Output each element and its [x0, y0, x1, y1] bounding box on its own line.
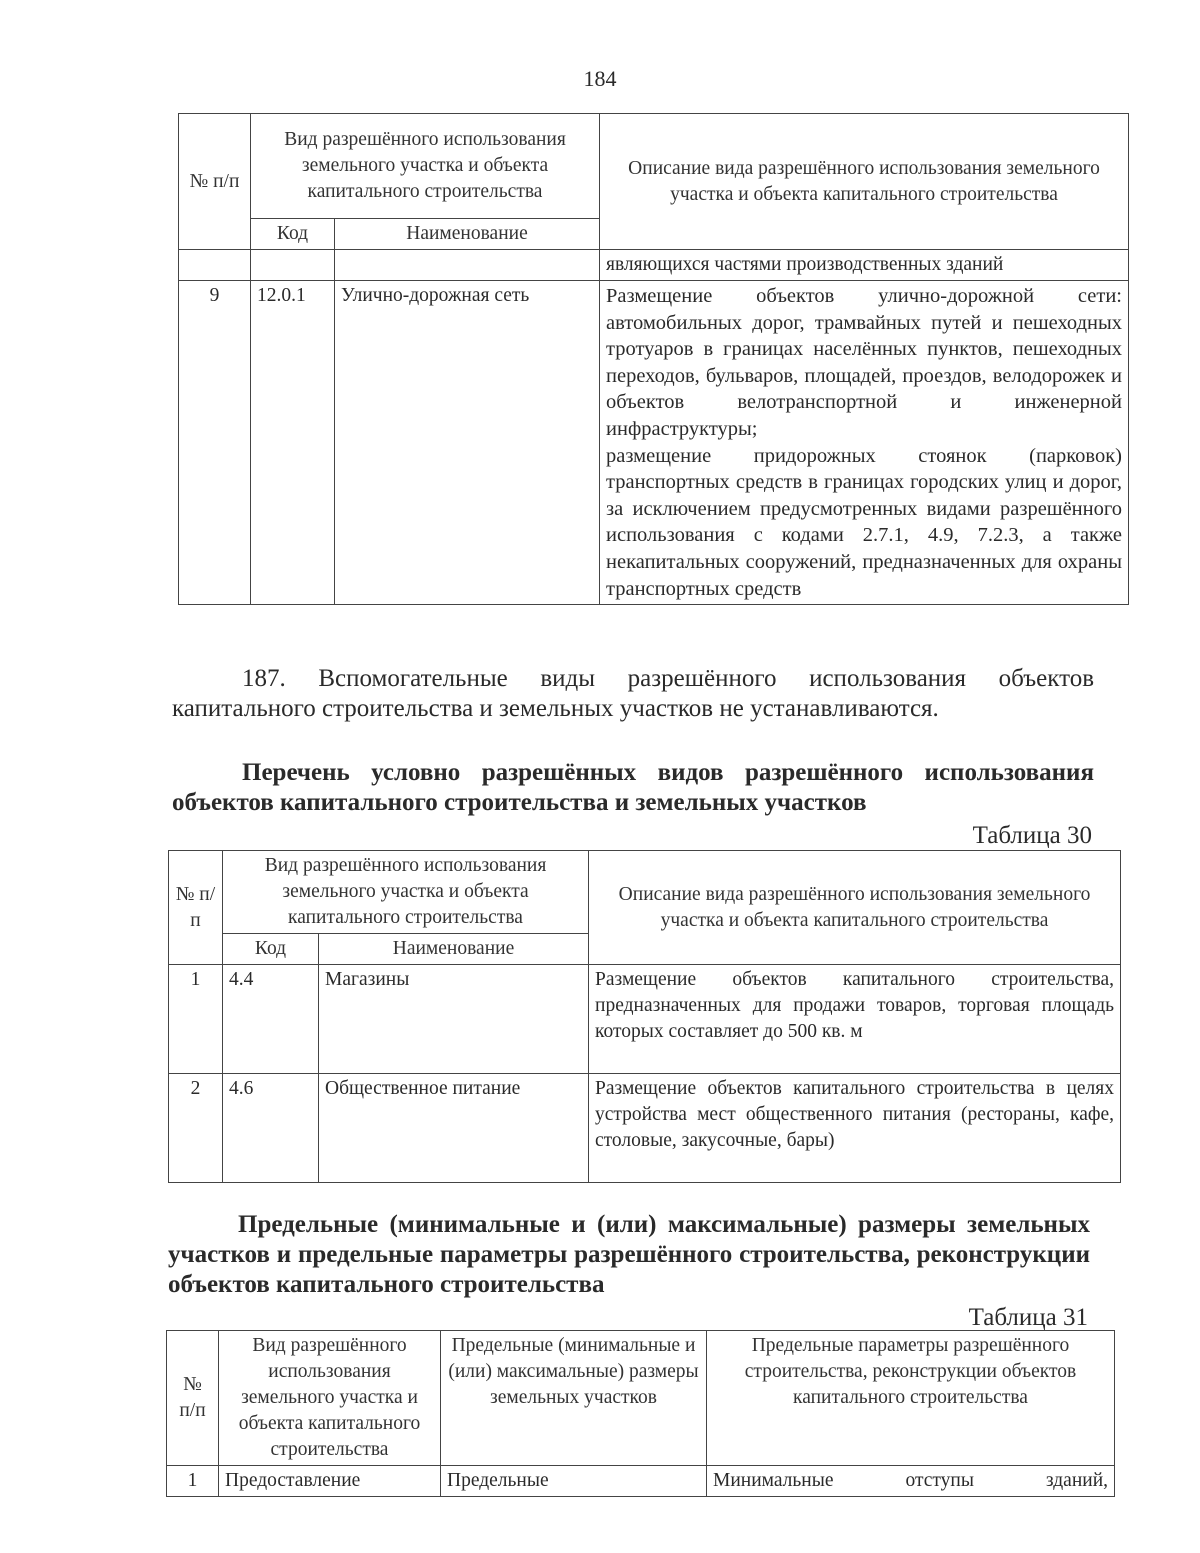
table-row: [169, 1074, 1121, 1183]
table-row: [179, 281, 1129, 605]
cell-desc: Размещение объектов улично-дорожной сети: автомобильных дорог, трамвайных путей и пешеходных тротуаров в границах населённых пунктов, пешеходных переходов, бульваров, площадей, проездов, велодорожек и объектов велотранспортной и инженерной инфраструктуры;: [606, 285, 1123, 440]
cell-num: 1: [167, 1466, 219, 1497]
cell-params: Минимальные отступы зданий,: [707, 1466, 1115, 1497]
header-desc: Описание вида разрешённого использования земельного участка и объекта капитального строительства: [600, 114, 1129, 250]
cell-desc: являющихся частями производственных зданий: [600, 250, 1129, 281]
table-row: [169, 965, 1121, 1074]
cell-name: Улично-дорожная сеть: [335, 281, 600, 605]
table-permitted-uses-continued: [178, 113, 1129, 605]
header-params: Предельные параметры разрешённого строительства, реконструкции объектов капитального строительства: [707, 1331, 1115, 1466]
header-type: Вид разрешённого использования земельного участка и объекта капитального строительства: [251, 114, 600, 219]
table-row: [179, 250, 1129, 281]
cell-desc-continued: размещение придорожных стоянок (парковок) транспортных средств в границах городских улиц и дорог, за исключением предусмотренных видами разрешённого использования с кодами 2.7.1, 4.9, 7.2.3, а также некапитальных сооружений, предназначенных для охраны транспортных средств: [606, 444, 1123, 600]
table-31: [166, 1330, 1115, 1497]
header-code: Код: [223, 934, 319, 965]
header-type: Вид разрешённого использования земельного участка и объекта капитального строительства: [219, 1331, 441, 1466]
cell-code: 12.0.1: [251, 281, 335, 605]
cell-name: Магазины: [319, 965, 589, 1074]
header-type: Вид разрешённого использования земельного участка и объекта капитального строительства: [223, 851, 589, 934]
table-row: [167, 1466, 1115, 1497]
table-30: [168, 850, 1121, 1183]
cell-name: [335, 250, 600, 281]
header-name: Наименование: [319, 934, 589, 965]
header-num: № п/п: [169, 851, 223, 965]
cell-num: 9: [179, 281, 251, 605]
table-label-31: Таблица 31: [968, 1304, 1088, 1331]
header-num: № п/п: [179, 114, 251, 250]
cell-name: Общественное питание: [319, 1074, 589, 1183]
cell-num: 1: [169, 965, 223, 1074]
table-label-30: Таблица 30: [972, 822, 1092, 849]
paragraph-187: 187. Вспомогательные виды разрешённого использования объектов капитального строительства и земельных участков не устанавливаются.: [172, 665, 1094, 722]
header-name: Наименование: [335, 219, 600, 250]
cell-num: [179, 250, 251, 281]
header-desc: Описание вида разрешённого использования земельного участка и объекта капитального строительства: [589, 851, 1121, 965]
cell-desc: Размещение объектов капитального строительства в целях устройства мест общественного питания (рестораны, кафе, столовые, закусочные, бары): [589, 1074, 1121, 1183]
cell-type: Предоставление: [219, 1466, 441, 1497]
page-number: 184: [583, 66, 617, 91]
header-num: № п/п: [167, 1331, 219, 1466]
cell-desc: Размещение объектов капитального строительства, предназначенных для продажи товаров, торговая площадь которых составляет до 500 кв. м: [589, 965, 1121, 1074]
cell-code: 4.4: [223, 965, 319, 1074]
cell-num: 2: [169, 1074, 223, 1183]
section-heading-conditional-uses: Перечень условно разрешённых видов разрешённого использования объектов капитального строительства и земельных участков: [172, 759, 1094, 816]
header-sizes: Предельные (минимальные и (или) максимальные) размеры земельных участков: [441, 1331, 707, 1466]
cell-code: [251, 250, 335, 281]
cell-sizes: Предельные: [441, 1466, 707, 1497]
section-heading-limits: Предельные (минимальные и (или) максимальные) размеры земельных участков и предельные параметры разрешённого строительства, реконструкции объектов капитального строительства: [168, 1211, 1090, 1298]
cell-code: 4.6: [223, 1074, 319, 1183]
header-code: Код: [251, 219, 335, 250]
